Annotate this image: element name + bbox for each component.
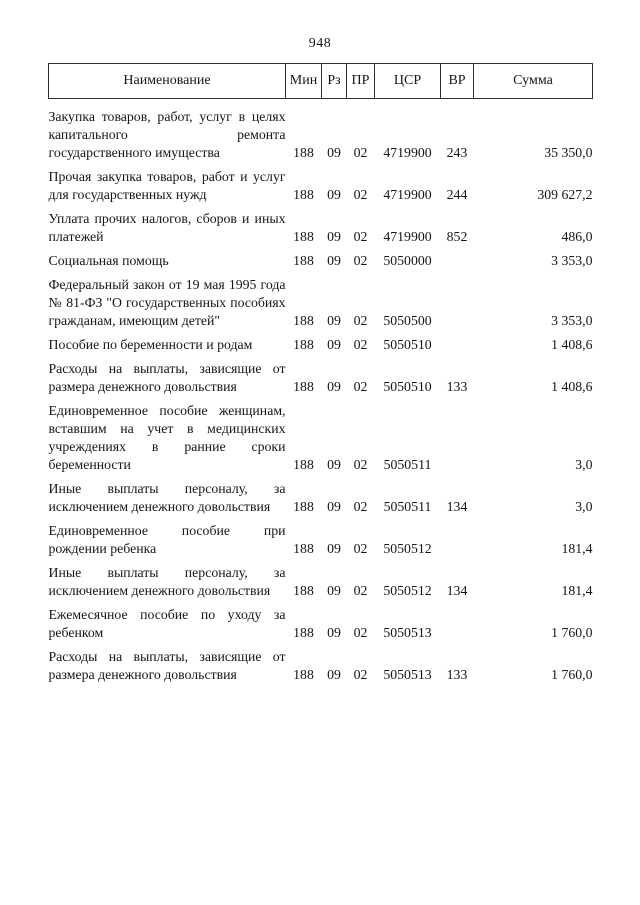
vr-cell xyxy=(441,270,474,330)
table-row xyxy=(49,270,593,330)
csr-cell: 5050510 xyxy=(383,379,432,394)
rz-cell: 09 xyxy=(327,667,341,682)
rz-cell: 09 xyxy=(327,625,341,640)
name-cell: Ежемесячное пособие по уходу за ребенком xyxy=(48,607,286,640)
min-cell: 188 xyxy=(293,457,314,472)
min-cell: 188 xyxy=(293,229,314,244)
min-cell: 188 xyxy=(293,583,314,598)
table-row xyxy=(49,396,593,474)
name-cell: Уплата прочих налогов, сборов и иных платежей xyxy=(48,211,286,244)
rz-cell: 09 xyxy=(327,337,341,352)
csr-cell: 5050000 xyxy=(383,253,432,268)
pr-cell: 02 xyxy=(353,253,368,268)
csr-cell: 5050513 xyxy=(383,625,432,640)
vr-cell xyxy=(441,246,474,270)
column-header-pr: ПР xyxy=(347,64,375,99)
table-body xyxy=(49,99,593,685)
sum-cell: 1 408,6 xyxy=(551,337,593,352)
table-row xyxy=(49,600,593,642)
csr-cell: 5050500 xyxy=(383,313,432,328)
table-row xyxy=(49,354,593,396)
table-row xyxy=(49,642,593,684)
name-cell: Расходы на выплаты, зависящие от размера денежного довольствия xyxy=(48,649,286,682)
rz-cell: 09 xyxy=(327,145,341,160)
min-cell: 188 xyxy=(293,187,314,202)
column-header-csr: ЦСР xyxy=(375,64,441,99)
min-cell: 188 xyxy=(293,145,314,160)
name-cell: Пособие по беременности и родам xyxy=(48,337,253,352)
column-header-vr: ВР xyxy=(441,64,474,99)
column-header-min: Мин xyxy=(286,64,322,99)
pr-cell: 02 xyxy=(353,145,368,160)
sum-cell: 181,4 xyxy=(561,541,593,556)
rz-cell: 09 xyxy=(327,253,341,268)
vr-cell: 134 xyxy=(446,499,468,514)
min-cell: 188 xyxy=(293,625,314,640)
name-cell: Иные выплаты персоналу, за исключением денежного довольствия xyxy=(48,481,286,514)
pr-cell: 02 xyxy=(353,625,368,640)
table-row xyxy=(49,204,593,246)
csr-cell: 4719900 xyxy=(383,145,432,160)
sum-cell: 3,0 xyxy=(575,457,593,472)
table-row xyxy=(49,474,593,516)
vr-cell xyxy=(441,516,474,558)
csr-cell: 5050513 xyxy=(383,667,432,682)
table-header xyxy=(49,64,593,99)
table-row xyxy=(49,162,593,204)
csr-cell: 5050511 xyxy=(383,457,432,472)
vr-cell: 133 xyxy=(446,667,468,682)
pr-cell: 02 xyxy=(353,583,368,598)
min-cell: 188 xyxy=(293,379,314,394)
rz-cell: 09 xyxy=(327,499,341,514)
rz-cell: 09 xyxy=(327,583,341,598)
page-number: 948 xyxy=(308,36,332,51)
vr-cell: 852 xyxy=(446,229,468,244)
sum-cell: 486,0 xyxy=(561,229,593,244)
sum-cell: 1 760,0 xyxy=(551,667,593,682)
sum-cell: 3,0 xyxy=(575,499,593,514)
table-row xyxy=(49,516,593,558)
sum-cell: 181,4 xyxy=(561,583,593,598)
sum-cell: 3 353,0 xyxy=(551,253,593,268)
column-header-name: Наименование xyxy=(49,64,286,99)
table-row xyxy=(49,99,593,163)
name-cell: Иные выплаты персоналу, за исключением денежного довольствия xyxy=(48,565,286,598)
min-cell: 188 xyxy=(293,313,314,328)
column-header-sum: Сумма xyxy=(474,64,593,99)
pr-cell: 02 xyxy=(353,337,368,352)
sum-cell: 1 760,0 xyxy=(551,625,593,640)
table-row xyxy=(49,330,593,354)
name-cell: Федеральный закон от 19 мая 1995 года № 81-ФЗ "О государственных пособиях гражданам, имеющим детей" xyxy=(48,277,286,328)
min-cell: 188 xyxy=(293,541,314,556)
csr-cell: 5050510 xyxy=(383,337,432,352)
min-cell: 188 xyxy=(293,499,314,514)
pr-cell: 02 xyxy=(353,667,368,682)
rz-cell: 09 xyxy=(327,457,341,472)
pr-cell: 02 xyxy=(353,229,368,244)
min-cell: 188 xyxy=(293,253,314,268)
csr-cell: 4719900 xyxy=(383,229,432,244)
rz-cell: 09 xyxy=(327,541,341,556)
csr-cell: 5050512 xyxy=(383,583,432,598)
vr-cell: 134 xyxy=(446,583,468,598)
csr-cell: 5050511 xyxy=(383,499,432,514)
budget-table xyxy=(48,63,593,684)
min-cell: 188 xyxy=(293,337,314,352)
name-cell: Прочая закупка товаров, работ и услуг для государственных нужд xyxy=(48,169,286,202)
pr-cell: 02 xyxy=(353,499,368,514)
vr-cell: 243 xyxy=(446,145,468,160)
csr-cell: 5050512 xyxy=(383,541,432,556)
table-row xyxy=(49,246,593,270)
column-header-rz: Рз xyxy=(322,64,347,99)
name-cell: Расходы на выплаты, зависящие от размера денежного довольствия xyxy=(48,361,286,394)
vr-cell: 244 xyxy=(446,187,468,202)
rz-cell: 09 xyxy=(327,187,341,202)
sum-cell: 3 353,0 xyxy=(551,313,593,328)
csr-cell: 4719900 xyxy=(383,187,432,202)
vr-cell xyxy=(441,600,474,642)
name-cell: Единовременное пособие при рождении ребенка xyxy=(48,523,286,556)
pr-cell: 02 xyxy=(353,187,368,202)
rz-cell: 09 xyxy=(327,229,341,244)
table-row xyxy=(49,558,593,600)
vr-cell xyxy=(441,330,474,354)
table-header-row xyxy=(49,64,593,99)
vr-cell xyxy=(441,396,474,474)
rz-cell: 09 xyxy=(327,313,341,328)
name-cell: Единовременное пособие женщинам, вставшим на учет в медицинских учреждениях в ранние сроки беременности xyxy=(48,403,286,472)
min-cell: 188 xyxy=(293,667,314,682)
sum-cell: 35 350,0 xyxy=(544,145,593,160)
name-cell: Социальная помощь xyxy=(48,253,169,268)
pr-cell: 02 xyxy=(353,379,368,394)
vr-cell: 133 xyxy=(446,379,468,394)
pr-cell: 02 xyxy=(353,541,368,556)
rz-cell: 09 xyxy=(327,379,341,394)
pr-cell: 02 xyxy=(353,313,368,328)
pr-cell: 02 xyxy=(353,457,368,472)
sum-cell: 1 408,6 xyxy=(551,379,593,394)
name-cell: Закупка товаров, работ, услуг в целях капитального ремонта государственного имущества xyxy=(48,109,286,160)
sum-cell: 309 627,2 xyxy=(537,187,593,202)
